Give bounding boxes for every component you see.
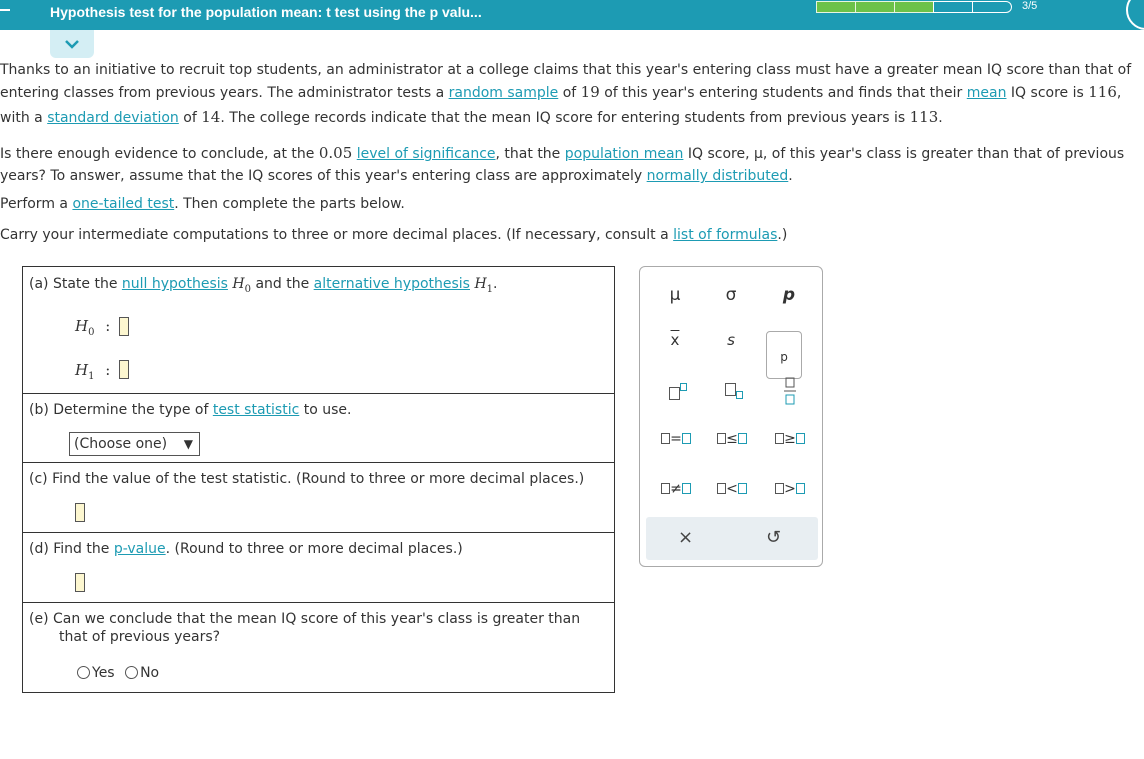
less-equal-key[interactable] <box>706 431 758 447</box>
h0-row-subscript: 0 <box>88 327 95 338</box>
problem-paragraph-1 <box>0 59 1144 129</box>
problem-text: entering classes from previous years. The administrator tests a <box>0 85 445 101</box>
h1-colon: : <box>105 361 111 379</box>
problem-text: , <box>1116 85 1122 101</box>
problem-text: Is there enough evidence to conclude, at the <box>0 146 315 162</box>
question-box <box>22 266 615 693</box>
problem-text: . <box>938 110 943 126</box>
menu-icon[interactable] <box>0 9 10 11</box>
answer-options <box>77 665 159 681</box>
alternative-hypothesis-link[interactable]: alternative hypothesis <box>313 276 470 292</box>
greater-than-key[interactable] <box>764 481 816 497</box>
collapse-button[interactable] <box>50 30 94 58</box>
part-b-label <box>29 402 351 418</box>
h1-subscript: 1 <box>486 283 494 295</box>
one-tailed-test-link[interactable]: one-tailed test <box>72 196 175 212</box>
problem-text: Perform a <box>0 196 68 212</box>
p-value-link[interactable]: p-value <box>113 541 166 557</box>
problem-text: IQ score, μ, of this year's class is greater than that of previous <box>687 146 1125 162</box>
problem-text: of <box>562 85 577 101</box>
p-hat-label: p <box>780 350 788 364</box>
left-box-icon <box>661 483 670 494</box>
progress-bar <box>816 1 1011 13</box>
h1-row-letter: H <box>75 361 89 379</box>
not-equal-key[interactable] <box>650 481 702 497</box>
right-box-icon <box>796 483 805 494</box>
select-value: (Choose one) <box>74 436 168 452</box>
right-box-icon <box>738 433 747 444</box>
mu-key[interactable]: μ <box>669 285 681 305</box>
base-box-icon <box>725 383 736 396</box>
problem-text: of this year's entering students and finds that their <box>604 85 963 101</box>
problem-text: . Then complete the parts below. <box>174 196 405 212</box>
symbol-palette <box>639 266 823 567</box>
chevron-down-icon <box>64 39 80 49</box>
h0-input[interactable] <box>119 317 129 336</box>
palette-footer <box>646 517 818 560</box>
level-of-significance-link[interactable]: level of significance <box>356 146 496 162</box>
problem-paragraph-3 <box>0 193 1144 215</box>
part-b-text: to use. <box>303 402 352 418</box>
s-key[interactable]: s <box>727 331 735 349</box>
progress-segment <box>933 1 973 13</box>
less-than-sign: < <box>726 481 738 497</box>
h0-letter: H <box>232 276 245 292</box>
no-option[interactable] <box>125 665 159 681</box>
greater-than-sign: > <box>784 481 796 497</box>
test-statistic-select[interactable] <box>69 432 200 456</box>
part-e <box>23 603 614 692</box>
left-box-icon <box>775 433 784 444</box>
h0-symbol <box>232 276 251 295</box>
problem-text: of <box>183 110 197 126</box>
sigma-key[interactable]: σ <box>725 285 737 305</box>
problem-text: , that the <box>495 146 561 162</box>
test-statistic-input[interactable] <box>75 503 85 522</box>
greater-equal-sign: ≥ <box>784 431 796 447</box>
subscript-box-icon <box>736 391 743 399</box>
population-mean-value: 113 <box>909 108 939 126</box>
problem-text: years? To answer, assume that the IQ scores of this year's entering class are approximately <box>0 168 643 184</box>
progress-segment <box>894 1 934 13</box>
test-statistic-link[interactable]: test statistic <box>212 402 300 418</box>
left-box-icon <box>717 433 726 444</box>
part-d-label <box>29 541 463 557</box>
base-box-icon <box>669 387 680 400</box>
population-mean-link[interactable]: population mean <box>564 146 684 162</box>
part-d-text: . (Round to three or more decimal places.) <box>165 541 463 557</box>
part-e-label <box>29 611 580 645</box>
part-a <box>23 267 614 394</box>
progress-segment <box>855 1 895 13</box>
random-sample-link[interactable]: random sample <box>448 85 559 101</box>
part-c <box>23 463 614 533</box>
fraction-icon <box>783 377 797 405</box>
part-d <box>23 533 614 603</box>
not-equal-sign: ≠ <box>670 481 682 497</box>
greater-equal-key[interactable] <box>764 431 816 447</box>
part-e-text: (e) Can we conclude that the mean IQ score of this year's class is greater than <box>29 611 581 627</box>
p-value-input[interactable] <box>75 573 85 592</box>
equals-key[interactable] <box>650 431 702 447</box>
sample-mean: 116 <box>1088 83 1117 101</box>
x-bar-key[interactable]: $\overline{x}$ <box>670 331 680 349</box>
problem-paragraph-2 <box>0 142 1144 187</box>
problem-text: .) <box>777 227 788 243</box>
left-box-icon <box>661 433 670 444</box>
h0-subscript: 0 <box>244 283 251 295</box>
h1-symbol <box>474 276 494 295</box>
no-label: No <box>140 665 160 681</box>
part-a-text: . <box>493 276 498 292</box>
null-hypothesis-link[interactable]: null hypothesis <box>121 276 228 292</box>
part-b <box>23 394 614 463</box>
problem-text: Carry your intermediate computations to three or more decimal places. (If necessary, consult a <box>0 227 669 243</box>
problem-text: IQ score is <box>1010 85 1084 101</box>
problem-text: with a <box>0 110 43 126</box>
list-of-formulas-link[interactable]: list of formulas <box>673 227 778 243</box>
yes-option[interactable] <box>77 665 115 681</box>
account-icon[interactable] <box>1126 0 1144 30</box>
dropdown-caret-icon: ▼ <box>183 437 193 451</box>
problem-text: . The college records indicate that the mean IQ score for entering students from previous years is <box>220 110 906 126</box>
header-bar <box>0 0 1144 30</box>
equals-sign: = <box>670 431 682 447</box>
problem-text: Thanks to an initiative to recruit top students, an administrator at a college claims that this year's entering class must have a greater mean IQ score than that of <box>0 62 1132 78</box>
significance-level: 0.05 <box>318 144 353 162</box>
progress-label: 3/5 <box>1022 0 1038 12</box>
no-radio[interactable] <box>125 666 138 679</box>
sample-size: 19 <box>580 83 600 101</box>
less-equal-sign: ≤ <box>726 431 738 447</box>
part-b-text: (b) Determine the type of <box>29 402 209 418</box>
right-box-icon <box>796 433 805 444</box>
right-box-icon <box>682 433 691 444</box>
clear-icon[interactable]: × <box>678 527 694 548</box>
undo-icon[interactable]: ↺ <box>766 527 782 548</box>
progress-segment <box>816 1 856 13</box>
part-e-text: that of previous years? <box>59 629 221 645</box>
progress-segment <box>972 1 1012 13</box>
part-c-label: (c) Find the value of the test statistic. (Round to three or more decimal places.) <box>29 471 585 487</box>
right-box-icon <box>682 483 691 494</box>
subscript-key[interactable] <box>716 383 752 399</box>
mean-link[interactable]: mean <box>966 85 1007 101</box>
right-box-icon <box>738 483 747 494</box>
h1-letter: H <box>474 276 487 292</box>
part-d-text: (d) Find the <box>29 541 110 557</box>
sample-sd: 14 <box>201 108 221 126</box>
p-key[interactable]: p <box>782 285 796 305</box>
h0-row-letter: H <box>75 317 89 335</box>
page-title: Hypothesis test for the population mean: t test using the p valu... <box>50 4 482 20</box>
yes-radio[interactable] <box>77 666 90 679</box>
p-hat-key[interactable] <box>766 331 802 379</box>
standard-deviation-link[interactable]: standard deviation <box>47 110 179 126</box>
problem-paragraph-4 <box>0 224 1144 246</box>
h0-row <box>75 317 110 338</box>
part-a-text: and the <box>255 276 310 292</box>
less-than-key[interactable] <box>706 481 758 497</box>
part-a-label <box>29 276 497 295</box>
left-box-icon <box>775 483 784 494</box>
left-box-icon <box>717 483 726 494</box>
h1-row <box>75 361 110 382</box>
part-a-text: (a) State the <box>29 276 118 292</box>
superscript-key[interactable] <box>660 383 696 403</box>
h1-input[interactable] <box>119 360 129 379</box>
fraction-key[interactable] <box>780 377 800 409</box>
h1-row-subscript: 1 <box>88 371 95 382</box>
h0-colon: : <box>105 317 111 335</box>
normally-distributed-link[interactable]: normally distributed <box>646 168 789 184</box>
problem-text: . <box>788 168 793 184</box>
superscript-box-icon <box>680 383 687 391</box>
yes-label: Yes <box>92 665 115 681</box>
